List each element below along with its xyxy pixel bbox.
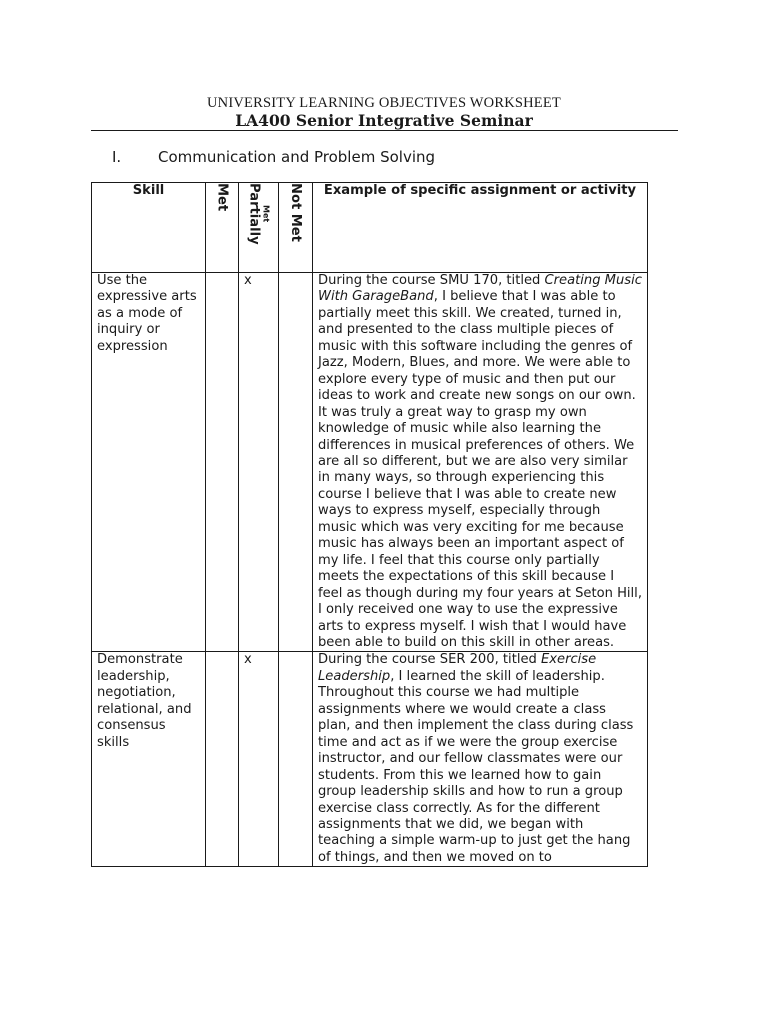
header-partially-sub-label: Met (261, 205, 271, 223)
objectives-table (91, 182, 648, 867)
section-title: Communication and Problem Solving (158, 148, 436, 166)
not-met-cell (279, 273, 313, 652)
table-header-row (92, 183, 648, 273)
header-met-label: Met (214, 183, 230, 212)
title-divider (91, 130, 678, 131)
course-title-italic: Creating Music With GarageBand (318, 273, 642, 305)
partially-met-cell: x (239, 652, 279, 867)
example-text-intro: During the course SER 200, titled (318, 652, 541, 668)
header-met (206, 183, 239, 273)
met-cell (206, 273, 239, 652)
partially-met-cell: x (239, 273, 279, 652)
section-heading (112, 147, 435, 167)
example-text-body: , I believe that I was able to partially meet this skill. We created, turned in, and presented to the class multiple pieces of music with this software including the genres of Jazz, Modern, Blues, and more. We were able to explore every type of music and then put our ideas to work and create new songs on our own. It was truly a great way to grasp my own knowledge of music while also learning the differences in musical preferences of others. We are all so different, but we are also very similar in many ways, so through experiencing this course I believe that I was able to create new ways to express myself, especially through music which was very exciting for me because music has always been an important aspect of my life. I feel that this course only partially meets the expectations of this skill because I feel as though during my four years at Seton Hill, I only received one way to use the expressive arts to express myself. I wish that I would have been able to build on this skill in other areas. (318, 289, 642, 650)
example-text-body: , I learned the skill of leadership. Throughout this course we had multiple assignments where we would create a class plan, and then implement the class during class time and act as if we were the group exercise instructor, and our fellow classmates were our students. From this we learned how to gain group leadership skills and how to run a group exercise class correctly. As for the different assignments that we did, we began with teaching a simple warm-up to just get the hang of things, and then we moved on to (318, 668, 634, 865)
not-met-cell (279, 652, 313, 867)
header-partially-label: Partially (246, 183, 262, 245)
example-cell (313, 652, 648, 867)
course-title-italic: Exercise Leadership (318, 652, 597, 684)
section-number: I. (112, 148, 122, 166)
course-title: LA400 Senior Integrative Seminar (235, 111, 533, 130)
header-partially-met (239, 183, 279, 273)
header-not-met (279, 183, 313, 273)
table-row (92, 273, 648, 652)
header-example: Example of specific assignment or activity (313, 183, 648, 273)
worksheet-title: UNIVERSITY LEARNING OBJECTIVES WORKSHEET (207, 95, 561, 111)
header-not-met-label: Not Met (288, 183, 303, 242)
header-skill: Skill (92, 183, 206, 273)
skill-cell: Use the expressive arts as a mode of inquiry or expression (92, 273, 206, 652)
table-row (92, 652, 648, 867)
skill-cell: Demonstrate leadership, negotiation, relational, and consensus skills (92, 652, 206, 867)
met-cell (206, 652, 239, 867)
example-cell (313, 273, 648, 652)
example-text-intro: During the course SMU 170, titled (318, 273, 545, 288)
